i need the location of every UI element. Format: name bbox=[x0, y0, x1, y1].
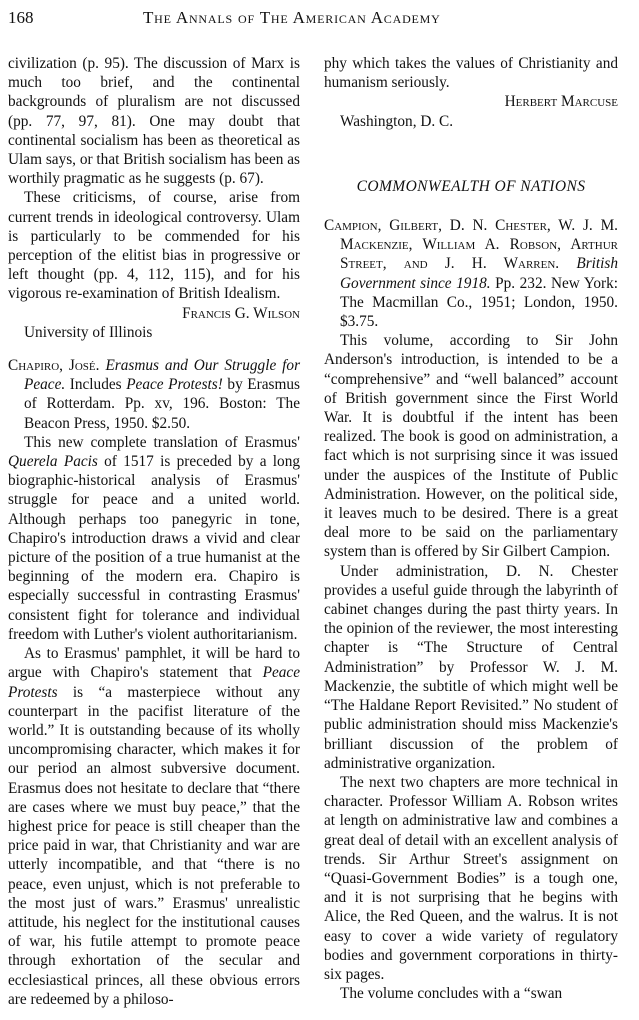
review-paragraph: This new complete translation of Erasmus' Querela Pacis of 1517 is preceded by a long biographic-historical analysis of Erasmus' struggle for peace and a united world. Although perhaps too panegyric in tone, Chapiro's introduction draws a vivid and clear picture of the position of a true humanist at the beginning of the modern era. Chapiro is especially successful in contrasting Erasmus' consistent fight for tolerance and individual freedom with Luther's violent authoritarianism. bbox=[8, 433, 300, 643]
review-paragraph: phy which takes the values of Christianity and humanism seriously. bbox=[324, 55, 618, 92]
book-details: Pp. 232. New York: The Macmillan Co., 1951; London, 1950. $3.75. bbox=[340, 274, 618, 331]
book-included-title: Peace Protests! bbox=[126, 376, 223, 394]
running-header bbox=[8, 8, 626, 34]
book-title: Erasmus and Our Struggle for Peace. bbox=[24, 357, 301, 394]
right-column bbox=[324, 54, 618, 1003]
left-column bbox=[8, 54, 300, 1009]
review-paragraph: Under administration, D. N. Chester provides a useful guide through the labyrinth of cabinet changes during the past thirty years. In the opinion of the reviewer, the most interesting chapter is “The Structure of Central Administration” by Professor W. J. M. Mackenzie, the subtitle of which might well be “The Haldane Report Revisited.” No student of public administration should miss Mackenzie's brilliant discussion of the problem of administrative organization. bbox=[324, 562, 618, 772]
reviewer-name: Herbert Marcuse bbox=[504, 93, 618, 111]
review-paragraph: These criticisms, of course, arise from current trends in ideological controversy. Ulam is particularly to be commended for his perception of the elitist bias in progressive or left thought (pp. 4, 112, 115), and for his vigorous re-examination of British Idealism. bbox=[8, 189, 300, 303]
reviewer-affiliation: University of Illinois bbox=[24, 323, 153, 341]
book-includes: Includes bbox=[65, 376, 127, 394]
review-paragraph: The next two chapters are more technical in character. Professor William A. Robson writes at length on administrative law and combines a great deal of detail with an excellent analysis of trends. Sir Arthur Street's assignment on “Quasi-Government Bodies” is a tough one, and it is not surprising that he begins with Alice, the Red Queen, and the walrus. It is not easy to cover a wide variety of regulatory bodies and government corporations in thirty-six pages. bbox=[324, 773, 618, 983]
book-author: Chapiro, José. bbox=[8, 357, 100, 375]
book-details: by Erasmus of Rotterdam. Pp. xv, 196. Boston: The Beacon Press, 1950. $2.50. bbox=[24, 376, 300, 432]
review-paragraph: As to Erasmus' pamphlet, it will be hard to argue with Chapiro's statement that Peace Protests is “a masterpiece without any counterpart in the pacifist literature of the world.” It is outstanding because of its wholly uncompromising character, which makes it for our period an almost subversive document. Erasmus does not hesitate to declare that “there are cases where we must buy peace,” that the highest price for peace is still cheaper than the price paid in war, that Christianity and war are utterly incompatible, and that “there is no peace, even unjust, which is not preferable to the most just of wars.” Erasmus' unrealistic attitude, his neglect for the institutional causes of war, his futile attempt to promote peace through exhortation of the secular and ecclesiastical princes, all these obvious errors are redeemed by a philoso- bbox=[8, 645, 300, 1008]
book-title: British Government since 1918. bbox=[340, 255, 619, 292]
reviewer-affiliation: Washington, D. C. bbox=[340, 112, 454, 130]
book-entry bbox=[324, 216, 618, 331]
page-number: 168 bbox=[8, 8, 34, 27]
review-paragraph: This volume, according to Sir John Anderson's introduction, is intended to be a “comprehensive” and “well balanced” account of British government since the First World War. It is doubtful if the intent has been realized. The book is good on administration, a fact which is not surprising since it was issued under the auspices of the Institute of Public Administration. However, on the political side, it leaves much to be desired. There is a great deal more to be said on the parliamentary system than is offered by Sir Gilbert Campion. bbox=[324, 332, 618, 561]
book-entry bbox=[8, 356, 300, 433]
book-authors: Campion, Gilbert, D. N. Chester, W. J. M. Mackenzie, William A. Robson, Arthur Street, and J. H. Warren. bbox=[324, 217, 618, 273]
reviewer-name: Francis G. Wilson bbox=[182, 304, 300, 322]
section-heading: COMMONWEALTH OF NATIONS bbox=[356, 177, 586, 195]
review-paragraph: The volume concludes with a “swan bbox=[340, 985, 563, 1003]
review-paragraph: civilization (p. 95). The discussion of Marx is much too brief, and the continental backgrounds of pluralism are not discussed (pp. 77, 97, 81). One may doubt that continental socialism has been as theoretical as Ulam says, or that British socialism has been as worthily pragmatic as he suggests (p. 67). bbox=[8, 55, 300, 188]
journal-title: The Annals of The American Academy bbox=[143, 8, 441, 27]
